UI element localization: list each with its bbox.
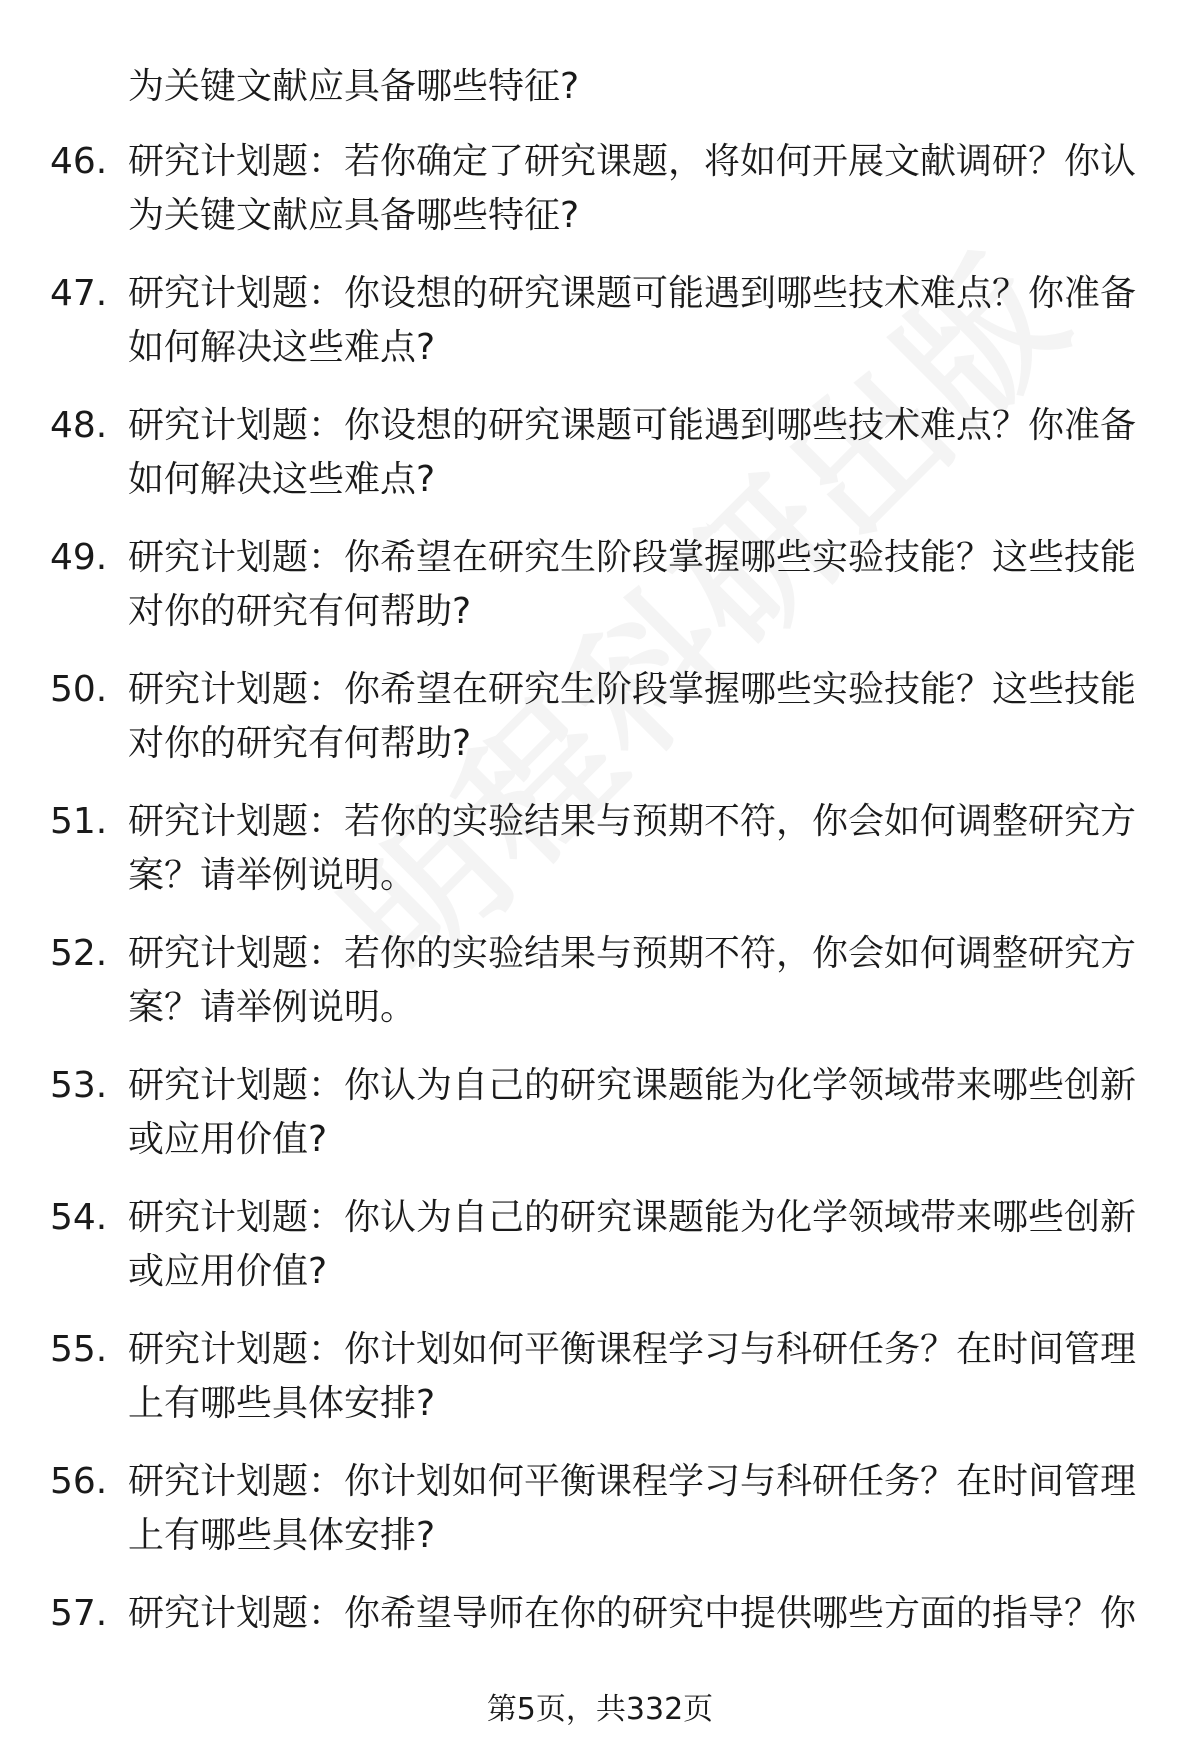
question-text: 研究计划题：你希望在研究生阶段掌握哪些实验技能？这些技能对你的研究有何帮助?	[128, 537, 1137, 632]
question-text: 研究计划题：你希望导师在你的研究中提供哪些方面的指导？你	[128, 1593, 1137, 1634]
question-number: 56.	[50, 1461, 108, 1502]
question-number: 57.	[50, 1593, 108, 1634]
question-item	[50, 1323, 1140, 1455]
question-number: 55.	[50, 1329, 108, 1370]
question-text: 研究计划题：若你确定了研究课题，将如何开展文献调研？你认为关键文献应具备哪些特征?	[128, 141, 1137, 236]
question-number: 47.	[50, 273, 108, 314]
page-footer: 第5页，共332页	[486, 1692, 714, 1727]
question-number: 54.	[50, 1197, 108, 1238]
question-number: 49.	[50, 537, 108, 578]
question-number: 46.	[50, 141, 108, 182]
question-item	[50, 399, 1140, 531]
question-text: 研究计划题：你认为自己的研究课题能为化学领域带来哪些创新或应用价值?	[128, 1065, 1137, 1160]
continued-question-text: 为关键文献应具备哪些特征?	[128, 66, 580, 107]
question-text: 研究计划题：你计划如何平衡课程学习与科研任务？在时间管理上有哪些具体安排?	[128, 1461, 1137, 1556]
question-text: 研究计划题：若你的实验结果与预期不符，你会如何调整研究方案？请举例说明。	[128, 933, 1137, 1028]
question-item	[50, 1059, 1140, 1191]
question-item	[50, 135, 1140, 267]
question-text: 研究计划题：你希望在研究生阶段掌握哪些实验技能？这些技能对你的研究有何帮助?	[128, 669, 1137, 764]
question-number: 51.	[50, 801, 108, 842]
question-item	[50, 1455, 1140, 1587]
question-item	[50, 531, 1140, 663]
question-text: 研究计划题：你计划如何平衡课程学习与科研任务？在时间管理上有哪些具体安排?	[128, 1329, 1137, 1424]
question-number: 53.	[50, 1065, 108, 1106]
question-text: 研究计划题：若你的实验结果与预期不符，你会如何调整研究方案？请举例说明。	[128, 801, 1137, 896]
question-number: 48.	[50, 405, 108, 446]
question-number: 50.	[50, 669, 108, 710]
question-item	[50, 663, 1140, 795]
question-item	[50, 1191, 1140, 1323]
question-item	[50, 927, 1140, 1059]
question-text: 研究计划题：你设想的研究课题可能遇到哪些技术难点？你准备如何解决这些难点?	[128, 405, 1137, 500]
question-item	[50, 795, 1140, 927]
question-text: 研究计划题：你认为自己的研究课题能为化学领域带来哪些创新或应用价值?	[128, 1197, 1137, 1292]
question-text: 研究计划题：你设想的研究课题可能遇到哪些技术难点？你准备如何解决这些难点?	[128, 273, 1137, 368]
question-number: 52.	[50, 933, 108, 974]
question-item	[50, 267, 1140, 399]
question-list	[50, 135, 1140, 1719]
